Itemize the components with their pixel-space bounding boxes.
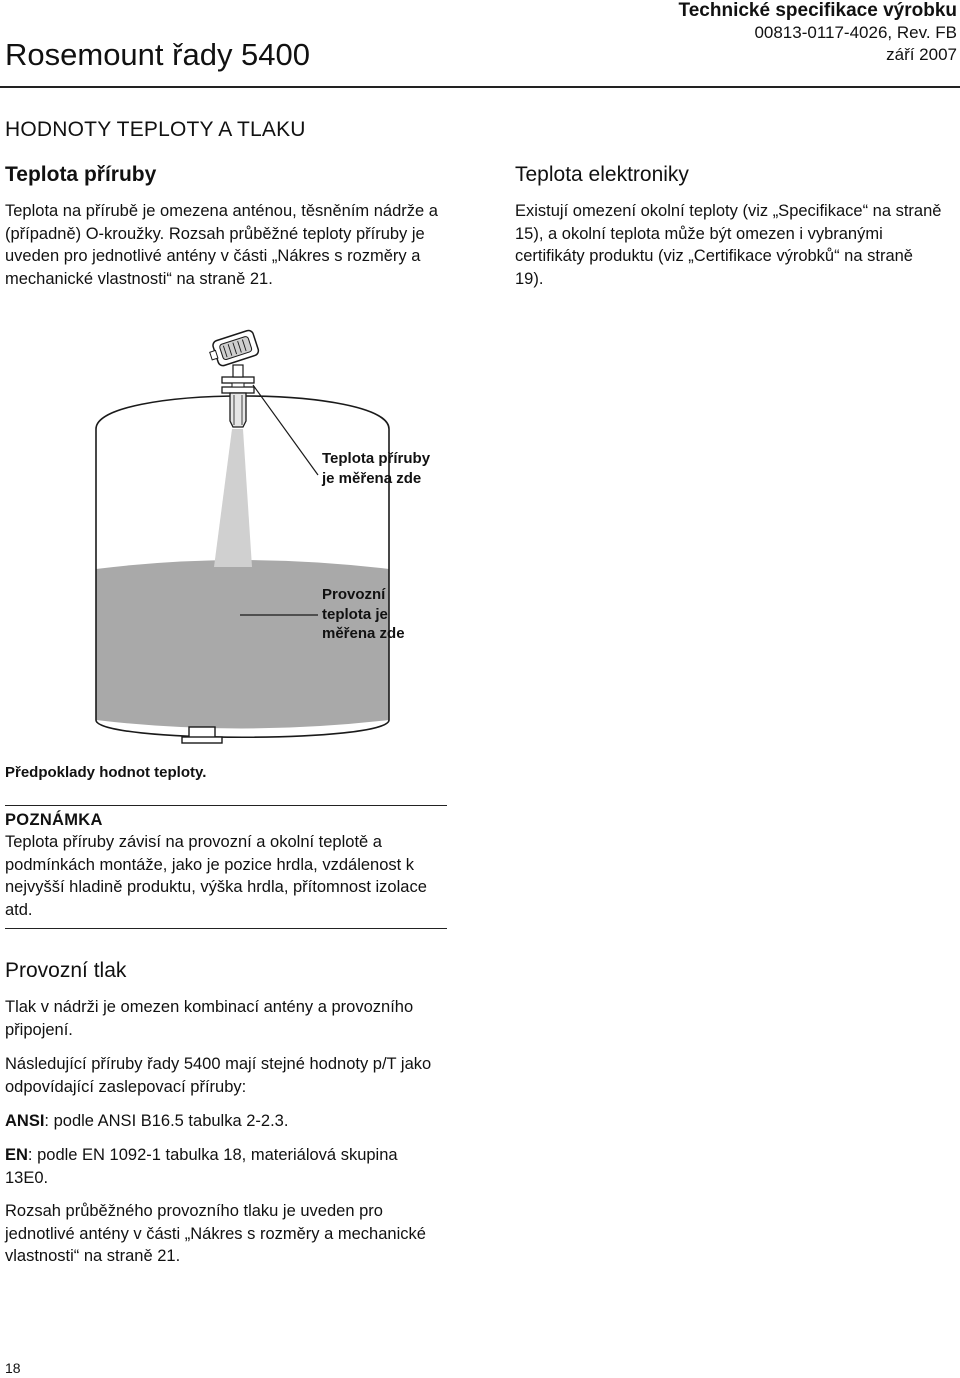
- pressure-en: [5, 1144, 445, 1189]
- radar-beam: [214, 429, 252, 567]
- pressure-p3: Rozsah průběžného provozního tlaku je uveden pro jednotlivé antény v části „Nákres s rozměry a mechanické vlastnosti“ na straně 21.: [5, 1202, 426, 1265]
- process-label-line2: teplota je: [322, 605, 388, 623]
- doc-title: Technické specifikace výrobku: [678, 0, 957, 21]
- pressure-p2: Následující příruby řady 5400 mají stejné hodnoty p/T jako odpovídající zaslepovací příruby:: [5, 1055, 432, 1096]
- note-box: [5, 809, 445, 921]
- en-label: EN: [5, 1146, 28, 1164]
- flange-temp-text: Teplota na přírubě je omezena anténou, těsněním nádrže a (případně) O-kroužky. Rozsah průběžné teploty příruby je uveden pro jednotlivé antény v části „Nákres s rozměry a mechanické vlastnosti“ na straně 21.: [5, 202, 438, 288]
- transmitter-head: [207, 329, 260, 368]
- flange-label-line1: Teplota příruby: [322, 450, 431, 467]
- nozzle-flange: [222, 377, 254, 383]
- note-text: Teplota příruby závisí na provozní a okolní teplotě a podmínkách montáže, jako je pozice hrdla, vzdálenost k nejvyšší hladině produktu, výška hrdla, přítomnost izolace atd.: [5, 833, 427, 919]
- process-label-line3: měřena zde: [322, 625, 405, 642]
- en-text: : podle EN 1092-1 tabulka 18, materiálová skupina 13E0.: [5, 1146, 398, 1187]
- pressure-heading: Provozní tlak: [5, 959, 127, 982]
- header-rule: [0, 86, 960, 88]
- note-heading: POZNÁMKA: [5, 811, 103, 829]
- electronics-temp-text: Existují omezení okolní teploty (viz „Specifikace“ na straně 15), a okolní teplota může být omezen i vybranými certifikáty produktu (viz „Certifikace výrobků“ na straně 19).: [515, 202, 942, 288]
- note-bottom-rule: [5, 928, 447, 929]
- process-label-line1: Provozní: [322, 586, 386, 603]
- transmitter-neck: [233, 365, 243, 377]
- process-measure-label: [322, 585, 405, 644]
- note-top-rule: [5, 805, 447, 806]
- page-number: 18: [5, 1360, 21, 1376]
- tank-diagram: [0, 325, 460, 755]
- document-meta: [679, 0, 957, 66]
- section-title: HODNOTY TEPLOTY A TLAKU: [5, 118, 306, 141]
- ansi-text: : podle ANSI B16.5 tabulka 2-2.3.: [44, 1112, 289, 1130]
- doc-date: září 2007: [886, 45, 957, 64]
- flange-label-line2: je měřena zde: [322, 469, 422, 487]
- nozzle-flange-lower: [222, 387, 254, 393]
- pressure-p1: Tlak v nádrži je omezen kombinací antény a provozního připojení.: [5, 998, 414, 1039]
- electronics-temp-heading: Teplota elektroniky: [515, 163, 689, 186]
- figure-caption: Předpoklady hodnot teploty.: [5, 764, 207, 781]
- bottom-flange: [182, 737, 222, 743]
- antenna-horn: [230, 393, 246, 427]
- flange-temp-heading: Teplota příruby: [5, 163, 157, 186]
- nozzle-neck: [232, 383, 244, 387]
- pressure-ansi: [5, 1110, 445, 1133]
- ansi-label: ANSI: [5, 1112, 45, 1130]
- doc-number: 00813-0117-4026, Rev. FB: [754, 23, 957, 42]
- product-title: Rosemount řady 5400: [5, 37, 311, 72]
- flange-measure-label: [322, 449, 430, 488]
